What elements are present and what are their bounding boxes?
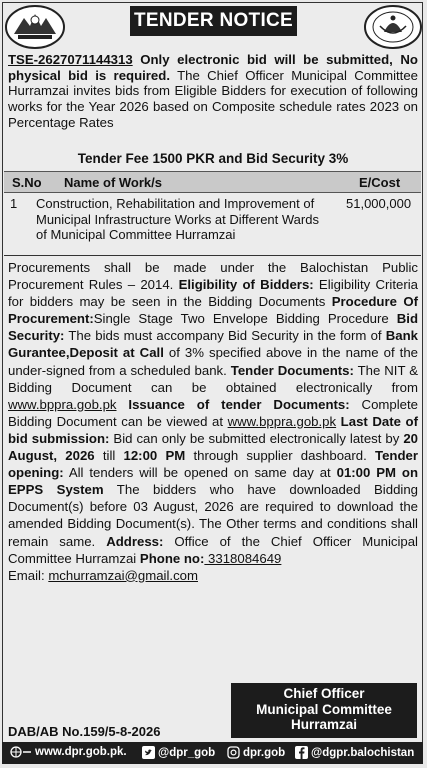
globe-icon bbox=[10, 746, 32, 758]
page-title: TENDER NOTICE bbox=[130, 6, 297, 36]
table-row bbox=[4, 194, 421, 256]
security-label: Bid Security: bbox=[8, 311, 418, 344]
address-text: Office of the Chief Officer Municipal Committee Hurramzai bbox=[8, 533, 418, 566]
phone-number[interactable]: 3318084649 bbox=[204, 550, 282, 566]
tender-fee-line: Tender Fee 1500 PKR and Bid Security 3% bbox=[77, 151, 349, 166]
last-date-end: through supplier dashboard. bbox=[185, 448, 375, 464]
signature-line-3: Hurramzai bbox=[290, 717, 358, 732]
row-cost: 51,000,000 bbox=[346, 196, 412, 211]
facebook-text: @dgpr.balochistan bbox=[311, 746, 415, 759]
footer-twitter[interactable] bbox=[142, 746, 215, 759]
twitter-icon bbox=[142, 746, 155, 759]
security-text-2: of 3% specified above in the name of the under-signed from a scheduled bank. bbox=[8, 345, 418, 378]
documents-label: Tender Documents: bbox=[230, 362, 354, 378]
header-cost: E/Cost bbox=[359, 175, 401, 190]
header-sno: S.No bbox=[12, 175, 42, 190]
eligibility-label: Eligibility of Bidders: bbox=[178, 277, 314, 293]
table-divider bbox=[4, 255, 421, 256]
rules-text: Procurements shall be made under the Balochistan Public Procurement Rules – 2014. bbox=[8, 260, 418, 293]
footer-website[interactable] bbox=[10, 746, 127, 758]
email-label: Email: bbox=[8, 567, 49, 583]
last-date-value: 20 August, 2026 bbox=[8, 430, 418, 464]
footer-facebook[interactable] bbox=[295, 746, 414, 759]
opening-time: 01:00 PM on EPPS System bbox=[8, 465, 419, 498]
tse-reference: TSE-2627071144313 bbox=[8, 52, 133, 67]
security-form: Bank Gurantee,Deposit at Call bbox=[8, 328, 418, 361]
header-work: Name of Work/s bbox=[64, 175, 163, 190]
reference-number: DAB/AB No.159/5-8-2026 bbox=[8, 724, 161, 739]
footer-bar bbox=[2, 742, 423, 764]
instagram-text: dpr.gob bbox=[243, 746, 286, 759]
row-work: Construction, Rehabilitation and Improvement of Municipal Infrastructure Works at Different Wards of Municipal Committee Hurramzai bbox=[36, 196, 319, 242]
bppra-link-2[interactable]: www.bppra.gob.pk bbox=[227, 413, 337, 429]
website-text: www.dpr.gob.pk. bbox=[35, 746, 127, 758]
issuance-text: Complete Bidding Document can be viewed at bbox=[8, 396, 418, 429]
signature-block bbox=[231, 683, 417, 738]
documents-text: The NIT & Bidding Document can be obtained electronically from bbox=[8, 362, 419, 395]
works-table-header bbox=[4, 171, 421, 193]
government-emblem-logo bbox=[4, 4, 66, 50]
row-sno: 1 bbox=[10, 196, 18, 211]
phone-label: Phone no: bbox=[139, 550, 205, 566]
intro-text: The Chief Officer Municipal Committee Hurramzai invites bids from Eligible Bidders for execution of following works for the Year 2026 based on Composite schedule rates 2023 on Percentage Rates bbox=[8, 67, 418, 130]
terms-paragraph bbox=[8, 259, 418, 584]
signature-line-2: Municipal Committee bbox=[256, 701, 392, 717]
eligibility-text: Eligibility Criteria for bidders may be seen in the Bidding Documents bbox=[8, 277, 418, 310]
opening-text-2: The bidders who have downloaded Bidding Document(s) before 03 August, 2026 are required to download the amended Bidding Document(s). The Other terms and conditions shall remain same. bbox=[8, 482, 419, 549]
security-text: The bids must accompany Bid Security in the form of bbox=[64, 328, 386, 344]
opening-text: All tenders will be opened on same day at bbox=[63, 465, 337, 481]
email-link[interactable]: mchurramzai@gmail.com bbox=[48, 567, 198, 583]
last-date-text: Bid can only be submitted electronically latest by bbox=[109, 430, 404, 446]
twitter-text: @dpr_gob bbox=[158, 746, 216, 759]
last-date-mid: till bbox=[94, 448, 124, 464]
bppra-link[interactable]: www.bppra.gob.pk bbox=[8, 396, 117, 412]
facebook-icon bbox=[295, 746, 308, 759]
opening-label: Tender opening: bbox=[8, 448, 418, 481]
signature-line-1: Chief Officer bbox=[283, 686, 365, 701]
intro-lead: Only electronic bid will be submitted, No physical bid is required. bbox=[8, 52, 418, 83]
instagram-icon bbox=[227, 746, 240, 759]
footer-instagram[interactable] bbox=[227, 746, 285, 759]
last-date-label: Last Date of bid submission: bbox=[8, 413, 418, 446]
procedure-text: Single Stage Two Envelope Bidding Procedure bbox=[93, 311, 397, 327]
last-date-time: 12:00 PM bbox=[123, 448, 186, 464]
issuance-label: Issuance of tender Documents: bbox=[116, 396, 350, 412]
intro-paragraph bbox=[8, 52, 418, 131]
balochistan-seal-logo bbox=[362, 4, 424, 50]
address-label: Address: bbox=[106, 533, 164, 549]
procedure-label: Procedure Of Procurement: bbox=[8, 294, 418, 327]
